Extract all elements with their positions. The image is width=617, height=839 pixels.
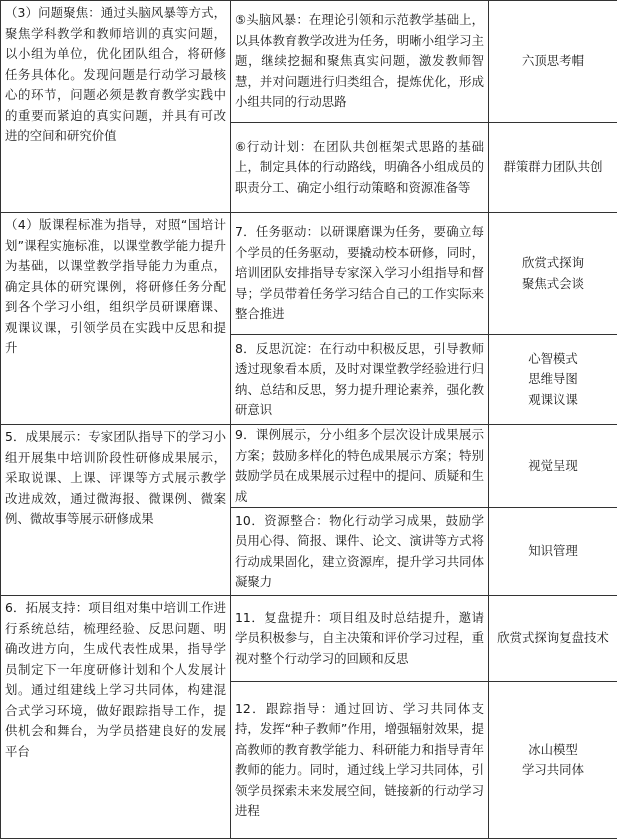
tool-label: 知识管理 xyxy=(493,541,613,562)
table-row xyxy=(1,1,617,123)
stage-cell: （3）问题聚焦：通过头脑风暴等方式，聚焦学科教学和教师培训的真实问题，以小组为单位，优化团队组合，将研修任务具体化。发现问题是行动学习最核心的环节，问题必须是教育教学实践中的重要而紧迫的真实问题，并具有可改进的空间和研究价值 xyxy=(1,1,231,213)
tool-label: 心智模式 xyxy=(493,349,613,370)
table-row xyxy=(1,213,617,335)
tool-label: 聚焦式会谈 xyxy=(493,274,613,295)
step-cell: 9．课例展示，分小组多个层次设计成果展示方案；鼓励多样化的特色成果展示方案；特别鼓励学员在成果展示过程中的提问、质疑和生成 xyxy=(231,425,489,508)
step-cell: ⑥行动计划：在团队共创框架式思路的基础上，制定具体的行动路线，明确各小组成员的职责分工、确定小组行动策略和资源准备等 xyxy=(231,123,489,213)
tool-cell xyxy=(489,335,617,425)
tool-label: 欣赏式探询 xyxy=(493,253,613,274)
tool-label: 群策群力团队共创 xyxy=(493,157,613,178)
tool-label: 冰山模型 xyxy=(493,740,613,761)
tool-cell xyxy=(489,425,617,508)
step-cell: ⑤头脑风暴：在理论引领和示范教学基础上，以具体教育教学改进为任务，明晰小组学习主题，继续挖掘和聚焦真实问题，激发教师智慧，并对问题进行归类组合，提炼优化，形成小组共同的行动思路 xyxy=(231,1,489,123)
tool-cell xyxy=(489,682,617,839)
tool-label: 六顶思考帽 xyxy=(493,51,613,72)
step-cell: 7．任务驱动：以研课磨课为任务，要确立每个学员的任务驱动，要撬动校本研修，同时，培训团队安排指导专家深入学习小组指导和督导；学员带着任务学习结合自己的工作实际来整合推进 xyxy=(231,213,489,335)
tool-cell xyxy=(489,123,617,213)
step-cell: 12．跟踪指导：通过回访、学习共同体支持，发挥“种子教师”作用，增强辐射效果，提高教师的教育教学能力、科研能力和指导青年教师的能力。同时，通过线上学习共同体，引领学员探索未来发展空间，链接新的行动学习进程 xyxy=(231,682,489,839)
tool-cell xyxy=(489,596,617,682)
stage-cell: 5．成果展示：专家团队指导下的学习小组开展集中培训阶段性研修成果展示，采取说课、上课、评课等方式展示教学改进成效，通过微海报、微课例、微案例、微故事等展示研修成果 xyxy=(1,425,231,596)
table-row xyxy=(1,596,617,682)
table-row xyxy=(1,425,617,508)
step-cell: 11．复盘提升：项目组及时总结提升，邀请学员积极参与，自主决策和评价学习过程，重视对整个行动学习的回顾和反思 xyxy=(231,596,489,682)
tool-cell xyxy=(489,508,617,596)
step-cell: 10．资源整合：物化行动学习成果，鼓励学员用心得、简报、课件、论文、演讲等方式将行动成果固化，建立资源库，提升学习共同体凝聚力 xyxy=(231,508,489,596)
tool-label: 学习共同体 xyxy=(493,760,613,781)
tool-label: 视觉呈现 xyxy=(493,456,613,477)
stage-cell: （4）版课程标准为指导，对照“国培计划”课程实施标准，以课堂教学能力提升为基础，以课堂教学指导能力为重点，确定具体的研究课例，将研修任务分配到各个学习小组，组织学员研课磨课、观课议课，引领学员在实践中反思和提升 xyxy=(1,213,231,425)
tool-cell xyxy=(489,1,617,123)
tool-label: 欣赏式探询复盘技术 xyxy=(493,628,613,649)
tool-cell xyxy=(489,213,617,335)
tool-label: 观课议课 xyxy=(493,390,613,411)
stage-cell: 6．拓展支持：项目组对集中培训工作进行系统总结，梳理经验、反思问题、明确改进方向，生成代表性成果，指导学员制定下一年度研修计划和个人发展计划。通过组建线上学习共同体，构建混合式学习环境，做好跟踪指导工作，提供机会和舞台，为学员搭建良好的发展平台 xyxy=(1,596,231,839)
step-cell: 8．反思沉淀：在行动中积极反思，引导教师透过现象看本质，及时对课堂教学经验进行归纳、总结和反思，努力提升理论素养，强化教研意识 xyxy=(231,335,489,425)
tool-label: 思维导图 xyxy=(493,369,613,390)
